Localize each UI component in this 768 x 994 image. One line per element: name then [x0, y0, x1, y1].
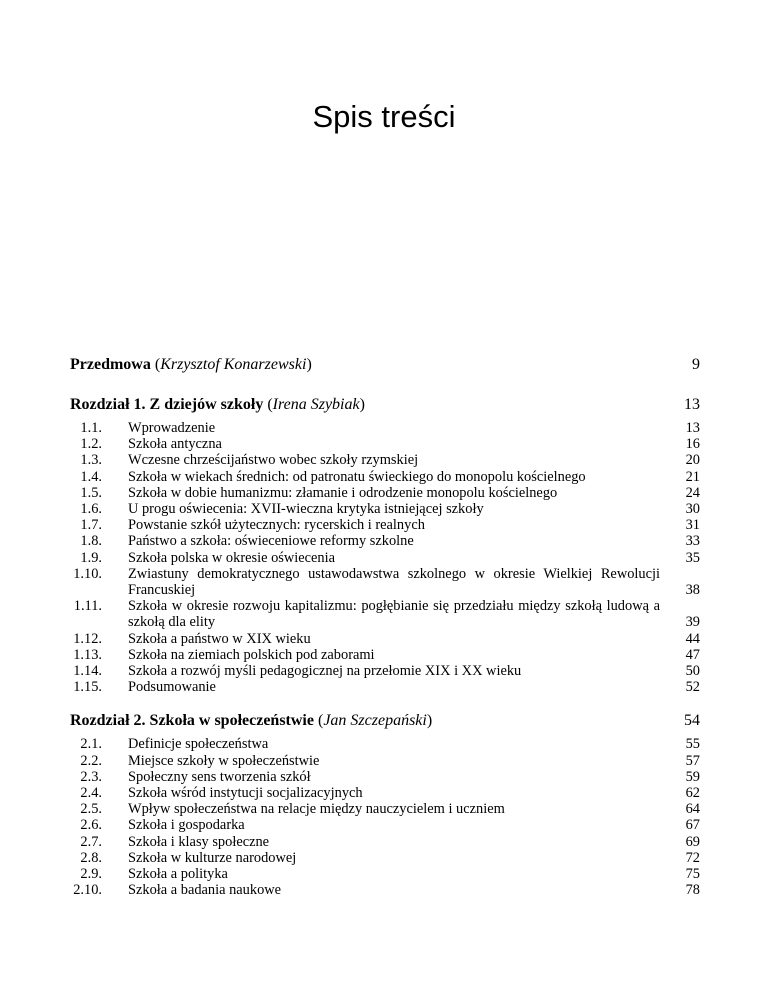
- toc-entry: [70, 663, 700, 679]
- toc-entry-title: Miejsce szkoły w społeczeństwie: [128, 752, 320, 769]
- toc-entry-page: 52: [685, 679, 700, 696]
- toc-entry-title: Zwiastuny demokratycznego ustawodawstwa szkolnego w okresie Wielkiej Rewolucji Francuskiej: [128, 565, 660, 599]
- toc-entry-number: 1.5.: [80, 484, 102, 501]
- toc-entry: [70, 679, 700, 695]
- toc-entry-title: Szkoła na ziemiach polskich pod zaborami: [128, 646, 375, 663]
- toc-entry-number: 1.6.: [80, 501, 102, 518]
- toc-entry-page: 35: [685, 549, 700, 566]
- toc-entry-number: 2.7.: [80, 833, 102, 850]
- preface-label: Przedmowa: [70, 356, 151, 373]
- chapter-2-author: Jan Szczepański: [323, 712, 427, 730]
- toc-entry-title: Szkoła a polityka: [128, 866, 228, 883]
- toc-entry-number: 2.4.: [80, 785, 102, 802]
- toc-entry-title: Szkoła w kulturze narodowej: [128, 849, 297, 866]
- toc-entry-page: 62: [685, 785, 700, 802]
- toc-entry: [70, 736, 700, 752]
- toc-entry-page: 64: [685, 801, 700, 818]
- toc-entry: [70, 882, 700, 898]
- toc-entry-page: 78: [685, 882, 700, 899]
- toc-entry-title: Wprowadzenie: [128, 420, 216, 436]
- toc-entry: [70, 550, 700, 566]
- toc-entry: [70, 598, 700, 630]
- toc-entry-page: 59: [685, 768, 700, 785]
- toc-entry-title: Szkoła a rozwój myśli pedagogicznej na przełomie XIX i XX wieku: [128, 663, 522, 680]
- toc-entry-title: Szkoła a badania naukowe: [128, 882, 282, 899]
- toc-entry-number: 1.12.: [73, 630, 102, 647]
- preface-page: 9: [692, 356, 700, 373]
- toc-entry-title: Państwo a szkoła: oświeceniowe reformy szkolne: [128, 533, 414, 550]
- toc-entry-page: 57: [685, 752, 700, 769]
- toc-entry-number: 1.11.: [73, 598, 102, 615]
- toc-entry-number: 1.2.: [80, 436, 102, 453]
- toc-entry-title: Szkoła w dobie humanizmu: złamanie i odrodzenie monopolu kościelnego: [128, 484, 558, 501]
- chapter-1-page: 13: [684, 396, 700, 413]
- toc-entry-title: Szkoła polska w okresie oświecenia: [128, 549, 336, 566]
- toc-entry-number: 1.8.: [80, 533, 102, 550]
- toc-entry-title: Szkoła antyczna: [128, 436, 222, 453]
- toc-entry-title: Wpływ społeczeństwa na relacje między nauczycielem i uczniem: [128, 801, 505, 818]
- toc-entry: [70, 817, 700, 833]
- toc-entry-page: 21: [685, 468, 700, 485]
- toc-entry-title: Wczesne chrześcijaństwo wobec szkoły rzymskiej: [128, 452, 419, 469]
- chapter-1-heading: [70, 395, 700, 415]
- toc-entry-page: 47: [685, 646, 700, 663]
- toc-entry: [70, 631, 700, 647]
- toc-entry-title: Społeczny sens tworzenia szkół: [128, 768, 311, 785]
- toc-entry-title: Szkoła a państwo w XIX wieku: [128, 630, 311, 647]
- toc-entry-title: Szkoła i gospodarka: [128, 817, 245, 834]
- toc-entry-number: 1.9.: [80, 549, 102, 566]
- chapter-1-author: Irena Szybiak: [272, 396, 360, 413]
- toc-entry-page: 30: [685, 501, 700, 518]
- toc-entry-number: 1.13.: [73, 646, 102, 663]
- toc-entry-page: 72: [685, 849, 700, 866]
- toc-entry: [70, 469, 700, 485]
- toc-entry-title: Szkoła wśród instytucji socjalizacyjnych: [128, 785, 363, 802]
- toc-entry-number: 2.2.: [80, 752, 102, 769]
- toc-entry-number: 2.3.: [80, 768, 102, 785]
- toc-entry-number: 1.3.: [80, 452, 102, 469]
- toc-entry-number: 2.6.: [80, 817, 102, 834]
- toc-entry: [70, 501, 700, 517]
- toc-entry-page: 39: [685, 614, 700, 631]
- toc-entry: [70, 785, 700, 801]
- toc-entry-page: 50: [685, 663, 700, 680]
- toc-entry: [70, 866, 700, 882]
- preface-author: Krzysztof Konarzewski: [160, 356, 307, 373]
- toc-entry: [70, 533, 700, 549]
- toc-entry-page: 44: [685, 630, 700, 647]
- toc-entry-number: 1.10.: [73, 565, 102, 582]
- toc-entry: [70, 420, 700, 436]
- toc-entry-number: 2.5.: [80, 801, 102, 818]
- toc-entry: [70, 436, 700, 452]
- toc-entry-page: 75: [685, 866, 700, 883]
- toc-entry-page: 33: [685, 533, 700, 550]
- toc-entry-number: 1.4.: [80, 468, 102, 485]
- toc-entry: [70, 517, 700, 533]
- chapter-1-label: Rozdział 1. Z dziejów szkoły: [70, 396, 264, 413]
- chapter-2-entries: [70, 736, 700, 898]
- chapter-1-label-line: Rozdział 1. Z dziejów szkoły (Irena Szybiak): [70, 396, 365, 413]
- toc-entry-page: 31: [685, 517, 700, 534]
- toc-entry: [70, 753, 700, 769]
- chapter-2-heading: [70, 711, 700, 731]
- toc-entry-page: 13: [685, 420, 700, 436]
- toc-entry-number: 2.1.: [80, 736, 102, 753]
- toc-entry-page: 67: [685, 817, 700, 834]
- toc-entry-title: Szkoła i klasy społeczne: [128, 833, 270, 850]
- toc-entry-page: 16: [685, 436, 700, 453]
- toc-entry-page: 69: [685, 833, 700, 850]
- preface-label-line: Przedmowa (Krzysztof Konarzewski): [70, 356, 312, 373]
- toc-entry-title: Szkoła w wiekach średnich: od patronatu świeckiego do monopolu kościelnego: [128, 468, 586, 485]
- toc-entry: [70, 850, 700, 866]
- preface-heading: [70, 355, 700, 375]
- toc-entry-page: 38: [685, 582, 700, 599]
- chapter-1-entries: [70, 420, 700, 695]
- toc-entry-number: 2.8.: [80, 849, 102, 866]
- toc-entry-number: 1.14.: [73, 663, 102, 680]
- toc-entry-number: 2.10.: [73, 882, 102, 899]
- toc-entry-title: Definicje społeczeństwa: [128, 736, 269, 753]
- toc-entry-title: Szkoła w okresie rozwoju kapitalizmu: pogłębianie się przedziału między szkołą ludową a szkołą dla elity: [128, 598, 660, 631]
- toc-entry-number: 2.9.: [80, 866, 102, 883]
- toc-entry-number: 1.15.: [73, 679, 102, 696]
- toc-entry: [70, 834, 700, 850]
- toc-entry: [70, 647, 700, 663]
- toc-entry-page: 24: [685, 484, 700, 501]
- chapter-2-page: 54: [684, 712, 700, 730]
- table-of-contents: [70, 355, 700, 898]
- toc-entry-title: Powstanie szkół użytecznych: rycerskich i realnych: [128, 517, 425, 534]
- toc-entry-page: 55: [685, 736, 700, 753]
- toc-entry-page: 20: [685, 452, 700, 469]
- toc-entry: [70, 769, 700, 785]
- toc-entry-number: 1.1.: [80, 420, 102, 436]
- page-title: Spis treści: [312, 98, 456, 134]
- toc-entry: [70, 801, 700, 817]
- chapter-2-label: Rozdział 2. Szkoła w społeczeństwie: [70, 712, 314, 730]
- toc-entry-number: 1.7.: [80, 517, 102, 534]
- toc-entry: [70, 452, 700, 468]
- toc-entry-title: U progu oświecenia: XVII-wieczna krytyka istniejącej szkoły: [128, 501, 484, 518]
- toc-entry: [70, 566, 700, 598]
- toc-entry: [70, 485, 700, 501]
- toc-entry-title: Podsumowanie: [128, 679, 216, 696]
- chapter-2-label-line: Rozdział 2. Szkoła w społeczeństwie (Jan Szczepański): [70, 712, 433, 730]
